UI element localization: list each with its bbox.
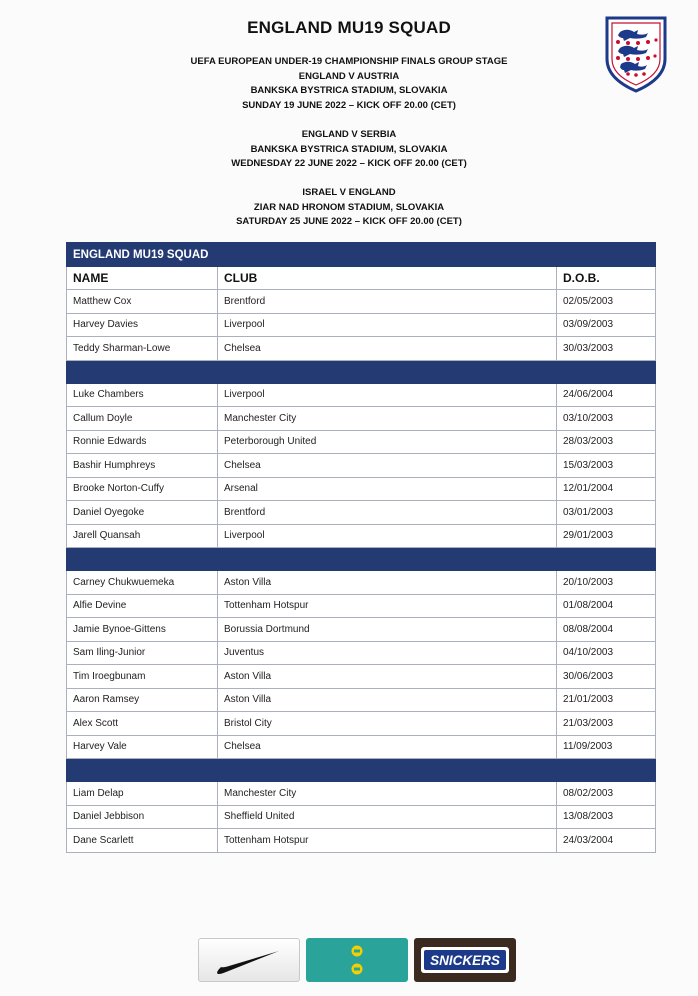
group-divider [67, 360, 656, 383]
player-dob: 13/08/2003 [557, 805, 656, 829]
ee-mark-icon [306, 938, 408, 982]
player-name: Callum Doyle [67, 407, 218, 431]
fixture-2 [0, 128, 698, 172]
group-divider [67, 548, 656, 571]
match-line: ISRAEL V ENGLAND [302, 187, 396, 198]
player-name: Ronnie Edwards [67, 430, 218, 454]
player-row [67, 594, 656, 618]
player-row [67, 383, 656, 407]
player-dob: 12/01/2004 [557, 477, 656, 501]
player-dob: 03/09/2003 [557, 313, 656, 337]
england-crest-icon [604, 15, 668, 93]
player-row [67, 524, 656, 548]
player-dob: 04/10/2003 [557, 641, 656, 665]
player-row [67, 454, 656, 478]
player-row [67, 688, 656, 712]
player-name: Tim Iroegbunam [67, 665, 218, 689]
player-row [67, 829, 656, 853]
player-dob: 01/08/2004 [557, 594, 656, 618]
page-title: ENGLAND MU19 SQUAD [247, 18, 451, 37]
player-name: Teddy Sharman-Lowe [67, 337, 218, 361]
player-row [67, 407, 656, 431]
player-row [67, 501, 656, 525]
player-club: Bristol City [218, 712, 557, 736]
player-row [67, 665, 656, 689]
player-club: Liverpool [218, 383, 557, 407]
player-club: Aston Villa [218, 665, 557, 689]
column-header-name: NAME [67, 267, 218, 290]
player-name: Harvey Davies [67, 313, 218, 337]
player-name: Brooke Norton-Cuffy [67, 477, 218, 501]
player-club: Aston Villa [218, 688, 557, 712]
player-row [67, 641, 656, 665]
player-row [67, 618, 656, 642]
player-dob: 03/10/2003 [557, 407, 656, 431]
kickoff-line: SATURDAY 25 JUNE 2022 – KICK OFF 20.00 (CET) [236, 216, 462, 227]
player-club: Sheffield United [218, 805, 557, 829]
fixture-3 [0, 186, 698, 230]
match-line: ENGLAND V AUSTRIA [298, 70, 400, 82]
player-dob: 30/03/2003 [557, 337, 656, 361]
player-club: Brentford [218, 290, 557, 314]
table-title-row [67, 243, 656, 267]
player-dob: 29/01/2003 [557, 524, 656, 548]
player-row [67, 430, 656, 454]
player-row [67, 782, 656, 806]
player-dob: 15/03/2003 [557, 454, 656, 478]
player-club: Juventus [218, 641, 557, 665]
player-dob: 20/10/2003 [557, 571, 656, 595]
player-dob: 28/03/2003 [557, 430, 656, 454]
squad-table [66, 242, 656, 853]
ee-logo [306, 938, 408, 982]
player-dob: 08/08/2004 [557, 618, 656, 642]
player-name: Liam Delap [67, 782, 218, 806]
player-dob: 11/09/2003 [557, 735, 656, 759]
player-club: Arsenal [218, 477, 557, 501]
player-dob: 21/03/2003 [557, 712, 656, 736]
player-club: Manchester City [218, 407, 557, 431]
venue-line: BANKSKA BYSTRICA STADIUM, SLOVAKIA [250, 143, 448, 155]
player-club: Aston Villa [218, 571, 557, 595]
sponsor-logos [198, 938, 518, 982]
player-name: Bashir Humphreys [67, 454, 218, 478]
player-club: Chelsea [218, 735, 557, 759]
player-name: Jamie Bynoe-Gittens [67, 618, 218, 642]
player-dob: 24/03/2004 [557, 829, 656, 853]
player-club: Peterborough United [218, 430, 557, 454]
player-club: Borussia Dortmund [218, 618, 557, 642]
nike-logo [198, 938, 300, 982]
player-row [67, 337, 656, 361]
table-title: ENGLAND MU19 SQUAD [67, 243, 656, 267]
column-header-row [67, 267, 656, 290]
column-header-dob: D.O.B. [557, 267, 656, 290]
nike-swoosh-icon [199, 939, 299, 981]
fixture-1 [0, 55, 698, 113]
player-name: Alex Scott [67, 712, 218, 736]
player-row [67, 805, 656, 829]
player-dob: 21/01/2003 [557, 688, 656, 712]
player-club: Liverpool [218, 524, 557, 548]
player-club: Manchester City [218, 782, 557, 806]
group-divider [67, 759, 656, 782]
player-dob: 24/06/2004 [557, 383, 656, 407]
snickers-logo [414, 938, 516, 982]
group-divider-row [67, 759, 656, 782]
player-name: Daniel Oyegoke [67, 501, 218, 525]
player-club: Tottenham Hotspur [218, 594, 557, 618]
group-divider-row [67, 360, 656, 383]
competition-line: UEFA EUROPEAN UNDER-19 CHAMPIONSHIP FINALS GROUP STAGE [190, 56, 508, 67]
column-header-club: CLUB [218, 267, 557, 290]
kickoff-line: SUNDAY 19 JUNE 2022 – KICK OFF 20.00 (CET) [242, 99, 456, 111]
player-name: Harvey Vale [67, 735, 218, 759]
player-name: Matthew Cox [67, 290, 218, 314]
player-row [67, 712, 656, 736]
group-divider-row [67, 548, 656, 571]
player-club: Tottenham Hotspur [218, 829, 557, 853]
player-row [67, 571, 656, 595]
player-row [67, 313, 656, 337]
snickers-wordmark: SNICKERS [430, 953, 500, 968]
player-name: Daniel Jebbison [67, 805, 218, 829]
player-club: Chelsea [218, 337, 557, 361]
player-club: Liverpool [218, 313, 557, 337]
player-name: Carney Chukwuemeka [67, 571, 218, 595]
kickoff-line: WEDNESDAY 22 JUNE 2022 – KICK OFF 20.00 (CET) [231, 158, 467, 169]
player-row [67, 290, 656, 314]
player-club: Chelsea [218, 454, 557, 478]
player-name: Luke Chambers [67, 383, 218, 407]
venue-line: ZIAR NAD HRONOM STADIUM, SLOVAKIA [253, 201, 445, 213]
player-name: Aaron Ramsey [67, 688, 218, 712]
player-dob: 08/02/2003 [557, 782, 656, 806]
player-name: Jarell Quansah [67, 524, 218, 548]
player-club: Brentford [218, 501, 557, 525]
player-name: Dane Scarlett [67, 829, 218, 853]
player-name: Alfie Devine [67, 594, 218, 618]
match-line: ENGLAND V SERBIA [301, 129, 397, 140]
player-name: Sam Iling-Junior [67, 641, 218, 665]
player-dob: 30/06/2003 [557, 665, 656, 689]
player-row [67, 477, 656, 501]
player-row [67, 735, 656, 759]
player-dob: 03/01/2003 [557, 501, 656, 525]
venue-line: BANKSKA BYSTRICA STADIUM, SLOVAKIA [250, 85, 448, 96]
player-dob: 02/05/2003 [557, 290, 656, 314]
